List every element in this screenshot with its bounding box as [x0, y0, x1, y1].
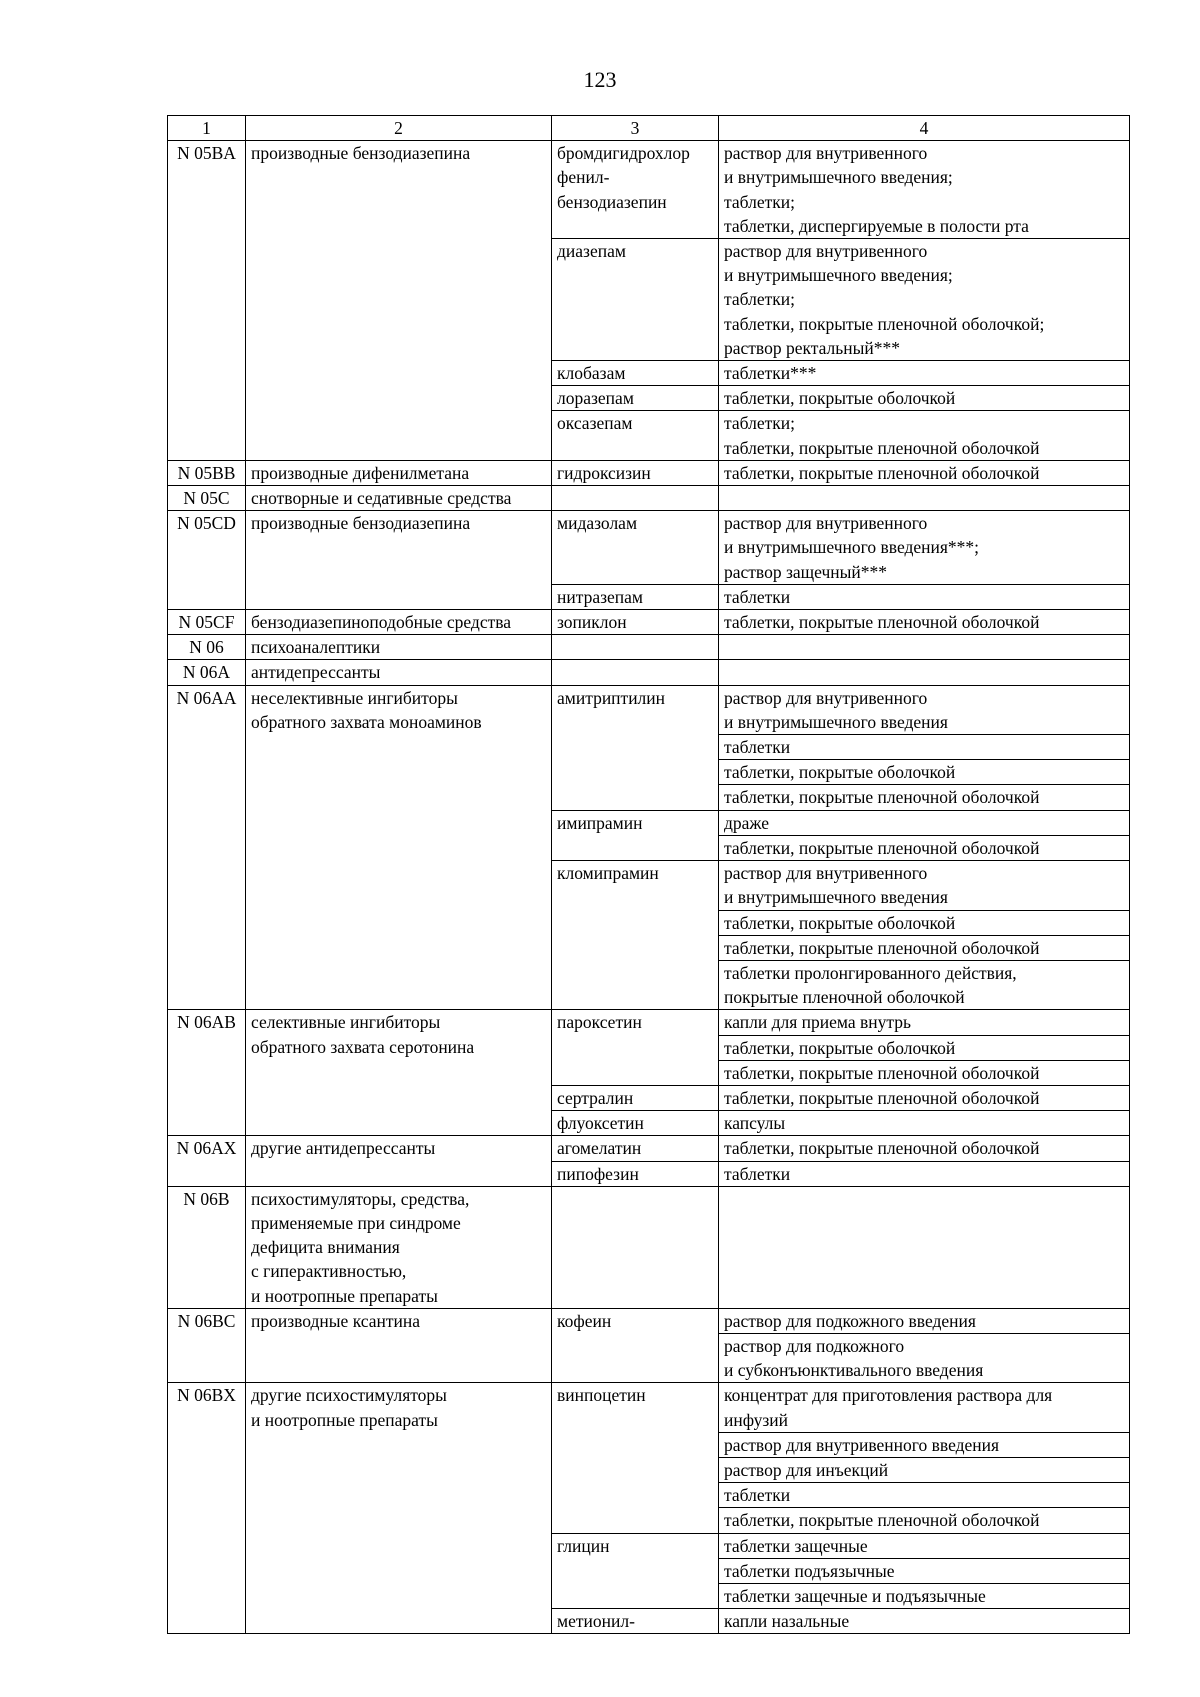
anatomical-group-cell: другие психостимуляторы и ноотропные препараты [246, 1383, 552, 1634]
medicine-name-cell: пипофезин [552, 1161, 719, 1186]
anatomical-group-cell: другие антидепрессанты [246, 1136, 552, 1186]
table-row [168, 610, 1130, 635]
dosage-form-cell [719, 660, 1130, 685]
medicine-name-cell: кофеин [552, 1308, 719, 1383]
medicine-name-cell: имипрамин [552, 810, 719, 860]
dosage-form-cell: таблетки, покрытые пленочной оболочкой [719, 1085, 1130, 1110]
atc-code-cell: N 06A [168, 660, 246, 685]
dosage-form-cell: капли для приема внутрь [719, 1010, 1130, 1035]
dosage-form-cell: раствор для внутривенного введения [719, 1432, 1130, 1457]
atc-code-cell: N 06BX [168, 1383, 246, 1634]
dosage-form-cell: таблетки [719, 1161, 1130, 1186]
atc-code-cell: N 06 [168, 635, 246, 660]
atc-code-cell: N 05BB [168, 460, 246, 485]
medicine-name-cell: кломипрамин [552, 861, 719, 1010]
dosage-form-cell: раствор для внутривенного и внутримышечного введения; таблетки; таблетки, диспергируемые в полости рта [719, 141, 1130, 239]
table-row [168, 486, 1130, 511]
dosage-form-cell: раствор для подкожного введения [719, 1308, 1130, 1333]
dosage-form-cell: концентрат для приготовления раствора для инфузий [719, 1383, 1130, 1432]
anatomical-group-cell: производные бензодиазепина [246, 141, 552, 461]
dosage-form-cell: таблетки пролонгированного действия, покрытые пленочной оболочкой [719, 960, 1130, 1009]
dosage-form-cell: таблетки; таблетки, покрытые пленочной оболочкой [719, 411, 1130, 460]
dosage-form-cell: таблетки, покрытые пленочной оболочкой [719, 1136, 1130, 1161]
medicine-name-cell: амитриптилин [552, 685, 719, 810]
medicine-name-cell: гидроксизин [552, 460, 719, 485]
medicine-name-cell: бромдигидрохлор фенил- бензодиазепин [552, 141, 719, 239]
medicine-name-cell: винпоцетин [552, 1383, 719, 1533]
dosage-form-cell: таблетки, покрытые оболочкой [719, 386, 1130, 411]
medicine-name-cell [552, 635, 719, 660]
medicine-name-cell: метионил- [552, 1609, 719, 1634]
medicine-name-cell: нитразепам [552, 584, 719, 609]
medicine-name-cell: пароксетин [552, 1010, 719, 1086]
medicines-table [167, 115, 1130, 1634]
medicine-name-cell [552, 1186, 719, 1308]
column-header-2: 2 [246, 116, 552, 141]
atc-code-cell: N 06BC [168, 1308, 246, 1383]
anatomical-group-cell: селективные ингибиторы обратного захвата серотонина [246, 1010, 552, 1136]
medicine-name-cell: диазепам [552, 239, 719, 361]
dosage-form-cell: таблетки, покрытые оболочкой [719, 910, 1130, 935]
dosage-form-cell: таблетки, покрытые оболочкой [719, 1035, 1130, 1060]
atc-code-cell: N 05BA [168, 141, 246, 461]
atc-code-cell: N 05C [168, 486, 246, 511]
medicine-name-cell [552, 486, 719, 511]
dosage-form-cell: таблетки*** [719, 361, 1130, 386]
table-body [168, 116, 1130, 1634]
anatomical-group-cell: снотворные и седативные средства [246, 486, 552, 511]
dosage-form-cell: капсулы [719, 1111, 1130, 1136]
dosage-form-cell: раствор для внутривенного и внутримышечного введения***; раствор защечный*** [719, 511, 1130, 585]
medicine-name-cell: мидазолам [552, 511, 719, 585]
dosage-form-cell: капли назальные [719, 1609, 1130, 1634]
anatomical-group-cell: психостимуляторы, средства, применяемые при синдроме дефицита внимания с гиперактивностью, и ноотропные препараты [246, 1186, 552, 1308]
medicine-name-cell: флуоксетин [552, 1111, 719, 1136]
anatomical-group-cell: антидепрессанты [246, 660, 552, 685]
dosage-form-cell: таблетки, покрытые пленочной оболочкой [719, 1508, 1130, 1533]
dosage-form-cell [719, 635, 1130, 660]
medicine-name-cell: агомелатин [552, 1136, 719, 1161]
medicine-name-cell: оксазепам [552, 411, 719, 460]
dosage-form-cell: таблетки защечные [719, 1533, 1130, 1558]
table-row [168, 660, 1130, 685]
dosage-form-cell: таблетки, покрытые пленочной оболочкой [719, 460, 1130, 485]
medicine-name-cell: сертралин [552, 1085, 719, 1110]
anatomical-group-cell: бензодиазепиноподобные средства [246, 610, 552, 635]
dosage-form-cell: таблетки [719, 1483, 1130, 1508]
dosage-form-cell: таблетки, покрытые пленочной оболочкой [719, 835, 1130, 860]
dosage-form-cell [719, 486, 1130, 511]
dosage-form-cell [719, 1186, 1130, 1308]
dosage-form-cell: драже [719, 810, 1130, 835]
header-row [168, 116, 1130, 141]
medicine-name-cell [552, 660, 719, 685]
anatomical-group-cell: психоаналептики [246, 635, 552, 660]
dosage-form-cell: раствор для внутривенного и внутримышечного введения [719, 685, 1130, 734]
page-number: 123 [583, 67, 617, 92]
medicine-name-cell: зопиклон [552, 610, 719, 635]
table-row [168, 1186, 1130, 1308]
table-row [168, 460, 1130, 485]
dosage-form-cell: таблетки [719, 584, 1130, 609]
table-row [168, 511, 1130, 585]
atc-code-cell: N 06B [168, 1186, 246, 1308]
dosage-form-cell: таблетки защечные и подъязычные [719, 1583, 1130, 1608]
dosage-form-cell: таблетки подъязычные [719, 1558, 1130, 1583]
anatomical-group-cell: производные ксантина [246, 1308, 552, 1383]
medicine-name-cell: лоразепам [552, 386, 719, 411]
column-header-1: 1 [168, 116, 246, 141]
table-row [168, 1010, 1130, 1035]
column-header-4: 4 [719, 116, 1130, 141]
atc-code-cell: N 05CF [168, 610, 246, 635]
medicine-name-cell: клобазам [552, 361, 719, 386]
dosage-form-cell: таблетки, покрытые пленочной оболочкой [719, 935, 1130, 960]
medicine-name-cell: глицин [552, 1533, 719, 1609]
anatomical-group-cell: производные бензодиазепина [246, 511, 552, 610]
table-row [168, 635, 1130, 660]
atc-code-cell: N 06AA [168, 685, 246, 1010]
table-row [168, 1308, 1130, 1333]
dosage-form-cell: раствор для внутривенного и внутримышечного введения [719, 861, 1130, 910]
atc-code-cell: N 06AX [168, 1136, 246, 1186]
dosage-form-cell: таблетки, покрытые пленочной оболочкой [719, 1060, 1130, 1085]
dosage-form-cell: таблетки, покрытые пленочной оболочкой [719, 785, 1130, 810]
atc-code-cell: N 05CD [168, 511, 246, 610]
anatomical-group-cell: производные дифенилметана [246, 460, 552, 485]
dosage-form-cell: раствор для внутривенного и внутримышечного введения; таблетки; таблетки, покрытые пленочной оболочкой; раствор ректальный*** [719, 239, 1130, 361]
table-row [168, 1136, 1130, 1161]
table-row [168, 1383, 1130, 1432]
dosage-form-cell: таблетки [719, 735, 1130, 760]
column-header-3: 3 [552, 116, 719, 141]
dosage-form-cell: таблетки, покрытые пленочной оболочкой [719, 610, 1130, 635]
dosage-form-cell: раствор для подкожного и субконъюнктивального введения [719, 1333, 1130, 1382]
atc-code-cell: N 06AB [168, 1010, 246, 1136]
dosage-form-cell: таблетки, покрытые оболочкой [719, 760, 1130, 785]
table-row [168, 685, 1130, 734]
anatomical-group-cell: неселективные ингибиторы обратного захвата моноаминов [246, 685, 552, 1010]
table-row [168, 141, 1130, 239]
dosage-form-cell: раствор для инъекций [719, 1457, 1130, 1482]
